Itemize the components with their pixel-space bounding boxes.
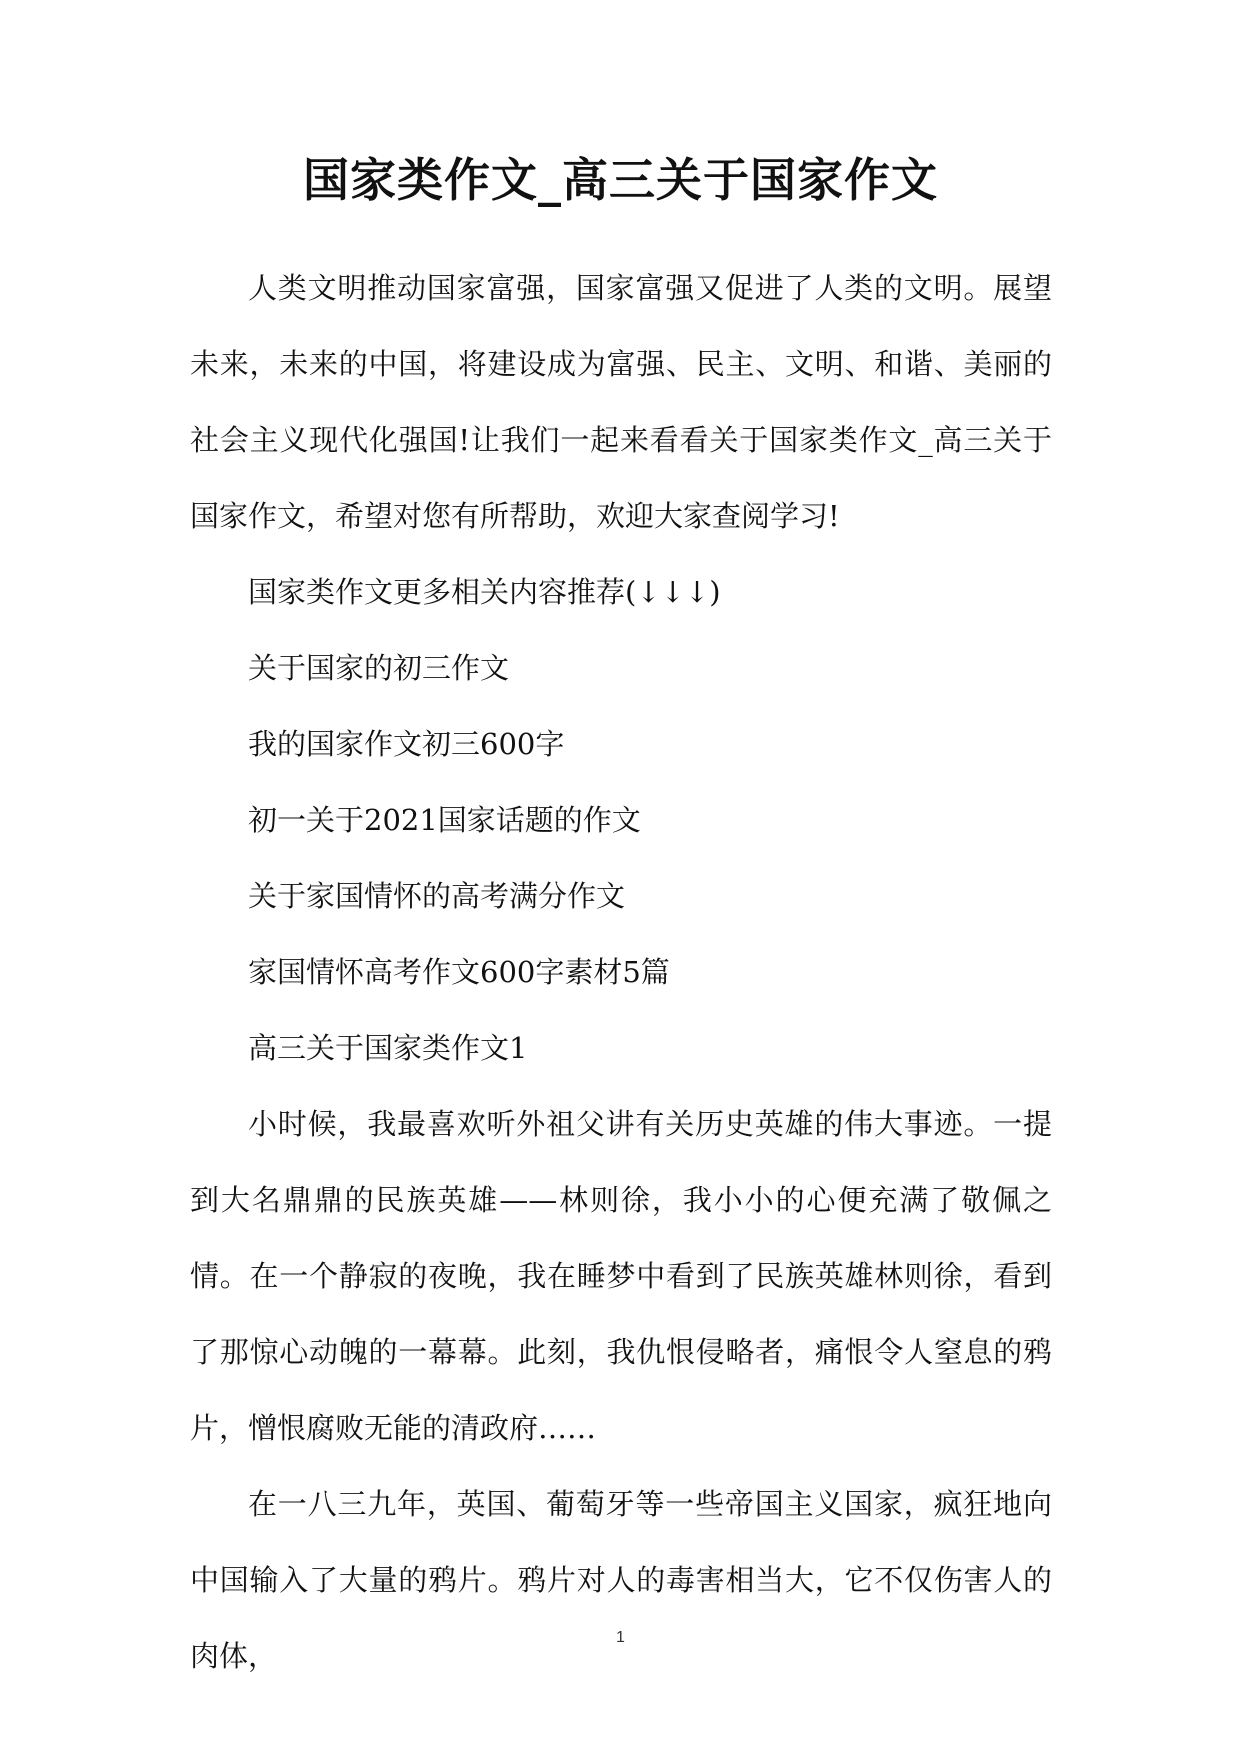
recommend-item: 家国情怀高考作文600字素材5篇 bbox=[248, 955, 670, 989]
essay-heading: 高三关于国家类作文1 bbox=[248, 1031, 528, 1065]
paragraph-intro: 人类文明推动国家富强，国家富强又促进了人类的文明。展望未来，未来的中国，将建设成为富强、民主、文明、和谐、美丽的社会主义现代化强国!让我们一起来看看关于国家类作文_高三关于国家作文，希望对您有所帮助，欢迎大家查阅学习! bbox=[190, 271, 1052, 533]
recommend-item: 关于国家的初三作文 bbox=[248, 651, 510, 685]
page-number: 1 bbox=[616, 1629, 625, 1646]
recommend-item: 初一关于2021国家话题的作文 bbox=[248, 803, 641, 837]
paragraph-essay: 在一八三九年，英国、葡萄牙等一些帝国主义国家，疯狂地向中国输入了大量的鸦片。鸦片对人的毒害相当大，它不仅伤害人的肉体， bbox=[190, 1487, 1052, 1673]
recommend-item: 关于家国情怀的高考满分作文 bbox=[248, 879, 626, 913]
document-body bbox=[190, 250, 1052, 1694]
paragraph-essay: 小时候，我最喜欢听外祖父讲有关历史英雄的伟大事迹。一提到大名鼎鼎的民族英雄——林则徐，我小小的心便充满了敬佩之情。在一个静寂的夜晚，我在睡梦中看到了民族英雄林则徐，看到了那惊心动魄的一幕幕。此刻，我仇恨侵略者，痛恨令人窒息的鸦片，憎恨腐败无能的清政府…… bbox=[190, 1107, 1052, 1445]
recommend-item: 我的国家作文初三600字 bbox=[248, 727, 565, 761]
document-title: 国家类作文_高三关于国家作文 bbox=[303, 153, 938, 207]
paragraph-recommend-heading: 国家类作文更多相关内容推荐(↓↓↓) bbox=[248, 575, 721, 609]
